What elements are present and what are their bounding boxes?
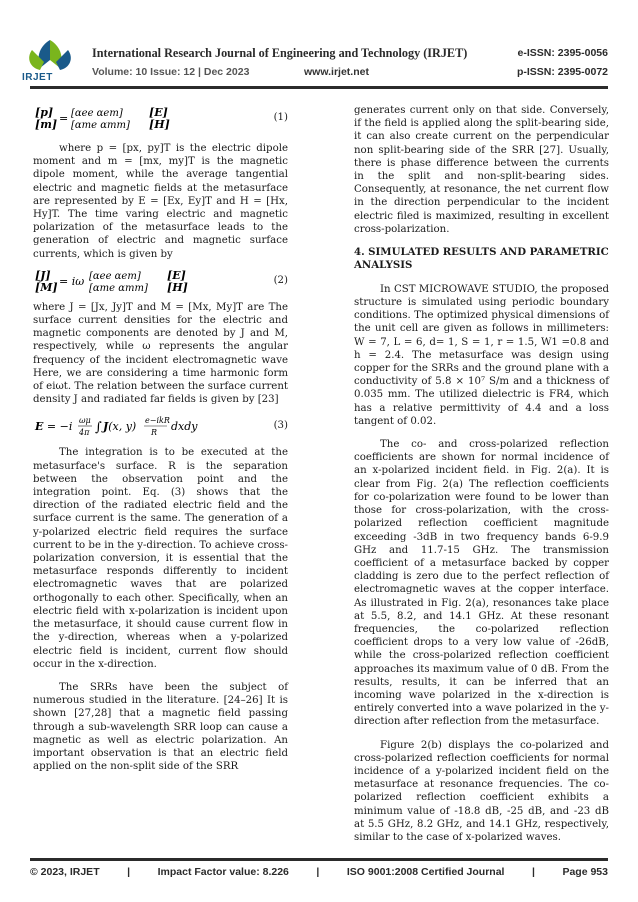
iso-certification: ISO 9001:2008 Certified Journal	[346, 866, 505, 878]
footer-separator: |	[316, 866, 320, 878]
footer-separator: |	[127, 866, 131, 878]
equation-3-formula	[33, 412, 233, 440]
svg-text:dxdy: dxdy	[171, 420, 198, 434]
copyright: © 2023, IRJET	[30, 866, 100, 878]
section-heading: 4. SIMULATED RESULTS AND PARAMETRIC ANALYSIS	[354, 246, 609, 272]
impact-factor: Impact Factor value: 8.226	[157, 866, 289, 878]
paragraph: where p = [px, py]T is the electric dipole moment and m = [mx, my]T is the magnetic dipole moment, while the average tangential electric and magnetic fields at the metasurface are represented by E = [Ex, Ey]T and H = [Hx, Hy]T. The time varing electric and magnetic polarization of the metasurface leads to the generation of electric and magnetic surface currents, which is given by	[33, 143, 288, 260]
svg-text:[H]: [H]	[167, 280, 188, 294]
volume-info: Volume: 10 Issue: 12 | Dec 2023	[92, 66, 250, 78]
svg-text:[J]: [J]	[35, 268, 51, 282]
website-link[interactable]: www.irjet.net	[304, 66, 369, 78]
paragraph: generates current only on that side. Conversely, if the field is applied along the split-bearing side, it can also create current on the perpendicular non split-bearing side of the SRR [27]. Usually, there is phase difference between the currents in the split and non-split-bearing sides. Consequently, at resonance, the net current flow in the direction perpendicular to the incident electric filed is maximized, resulting in excellent cross-polarization.	[354, 105, 609, 235]
paragraph: The SRRs have been the subject of numerous studied in the literature. [24–26] It is shown [27,28] that a magnetic field passing through a sub-wavelength SRR loop can cause a magnetic as well as electric polarization. An important observation is that an electric field applied on the non-split side of the SRR	[33, 681, 288, 773]
equation-3-number: (3)	[273, 420, 288, 432]
svg-text:[H]: [H]	[149, 118, 170, 131]
svg-text:E = −i: E = −i	[35, 420, 73, 434]
svg-text:e−ikR: e−ikR	[145, 416, 170, 426]
svg-text:[αme αmm]: [αme αmm]	[89, 282, 148, 294]
svg-text:[E]: [E]	[149, 106, 168, 119]
svg-text:4π: 4π	[79, 428, 90, 438]
svg-text:[αee αem]: [αee αem]	[89, 270, 141, 282]
equation-2-number: (2)	[273, 274, 288, 286]
equation-2-formula	[33, 267, 233, 295]
equation-1	[33, 104, 288, 132]
footer-separator: |	[531, 866, 535, 878]
svg-text:[M]: [M]	[35, 280, 58, 294]
svg-text:∫: ∫	[95, 420, 102, 436]
svg-text:=: =	[59, 112, 69, 125]
equation-1-formula	[33, 104, 233, 132]
svg-text:ωμ: ωμ	[79, 416, 91, 426]
svg-text:[αee αem]: [αee αem]	[71, 108, 123, 119]
header-rule	[30, 86, 608, 89]
paragraph: Figure 2(b) displays the co-polarized and cross-polarized reflection coefficients for normal incidence of a y-polarized incident field on the metasurface at resonance frequencies. The co-polarized reflection coefficient exhibits a minimum value of -18.8 dB, -25 dB, and -23 dB at 5.5 GHz, 8.2 GHz, and 14.1 GHz, respectively, similar to the case of x-polarized waves.	[354, 739, 609, 843]
logo-text: IRJET	[22, 72, 53, 83]
svg-text:= iω: = iω	[59, 274, 85, 288]
journal-title: International Research Journal of Engineering and Technology (IRJET)	[92, 46, 468, 60]
equation-2	[33, 267, 288, 295]
svg-text:[m]: [m]	[35, 118, 58, 131]
svg-text:[p]: [p]	[35, 106, 54, 119]
left-column	[33, 104, 288, 773]
paragraph: The co- and cross-polarized reflection coefficients are shown for normal incidence of an x-polarized incident field. in Fig. 2(a). It is clear from Fig. 2(a) The reflection coefficients for co-polarization were found to be lower than those for cross-polarization, with the cross-polarized reflection coefficient magnitude exceeding -3dB in two frequency bands 6-9.9 GHz and 11.7-15 GHz. The transmission coefficient of a metasurface backed by copper cladding is zero due to the perfect reflection of electromagnetic waves at the copper interface. As illustrated in Fig. 2(a), resonances take place at 5.5, 8.2, and 14.1 GHz. At these resonant frequencies, the co-polarized reflection coefficient drops to a very low value of -26dB, while the cross-polarized reflection coefficient approaches its maximum value of 0 dB. From the results, results, it can be inferred that an incoming wave polarized in the x-direction is entirely converted into a wave polarized in the y-direction after reflection from the metasurface.	[354, 439, 609, 728]
paragraph: In CST MICROWAVE STUDIO, the proposed structure is simulated using periodic boundary conditions. The optimized physical dimensions of the unit cell are given as follows in millimeters: W = 7, L = 6, d= 1, S = 1, r = 1.5, W1 =0.8 and h = 2.4. The metasurface was design using copper for the SRRs and the ground plane with a conductivity of 5.8 × 10⁷ S/m and a thickness of 0.035 mm. The utilized dielectric is FR4, which has a relative permittivity of 4.4 and a loss tangent of 0.02.	[354, 283, 609, 427]
paragraph: The integration is to be executed at the metasurface's surface. R is the separation between the observation point and the integration point. Eq. (3) shows that the direction of the radiated electric field and the surface current is the same. The generation of a y-polarized electric field requires the surface current to be in the y-direction. To achieve cross-polarization conversion, it is essential that the metasurface responds differently to incident electromagnetic waves that are polarized orthogonally to each other. Specifically, when an electric field with x-polarization is incident upon the metasurface, it should cause current flow in the y-direction, whereas when a y-polarized electric field is incident, current flow should occur in the x-direction.	[33, 447, 288, 670]
paragraph: where J = [Jx, Jy]T and M = [Mx, My]T are The surface current densities for the electric and magnetic components are denoted by J and M, respectively, while ω represents the angular frequency of the incident electromagnetic wave Here, we are considering a time harmonic form of eiωt. The relation between the surface current density J and radiated far fields is given by [23]	[33, 301, 288, 406]
right-column	[354, 104, 609, 844]
svg-text:R: R	[151, 428, 158, 438]
page-footer	[30, 866, 608, 878]
page-number: Page 953	[562, 866, 608, 878]
footer-rule	[30, 858, 608, 861]
equation-1-number: (1)	[273, 112, 288, 123]
svg-text:J(x, y): J(x, y)	[103, 420, 137, 434]
eissn: e-ISSN: 2395-0056	[517, 47, 608, 59]
page-header	[0, 0, 638, 90]
svg-text:[αme αmm]: [αme αmm]	[71, 120, 130, 131]
svg-text:[E]: [E]	[167, 268, 186, 282]
equation-3	[33, 412, 288, 440]
pissn: p-ISSN: 2395-0072	[516, 66, 608, 78]
